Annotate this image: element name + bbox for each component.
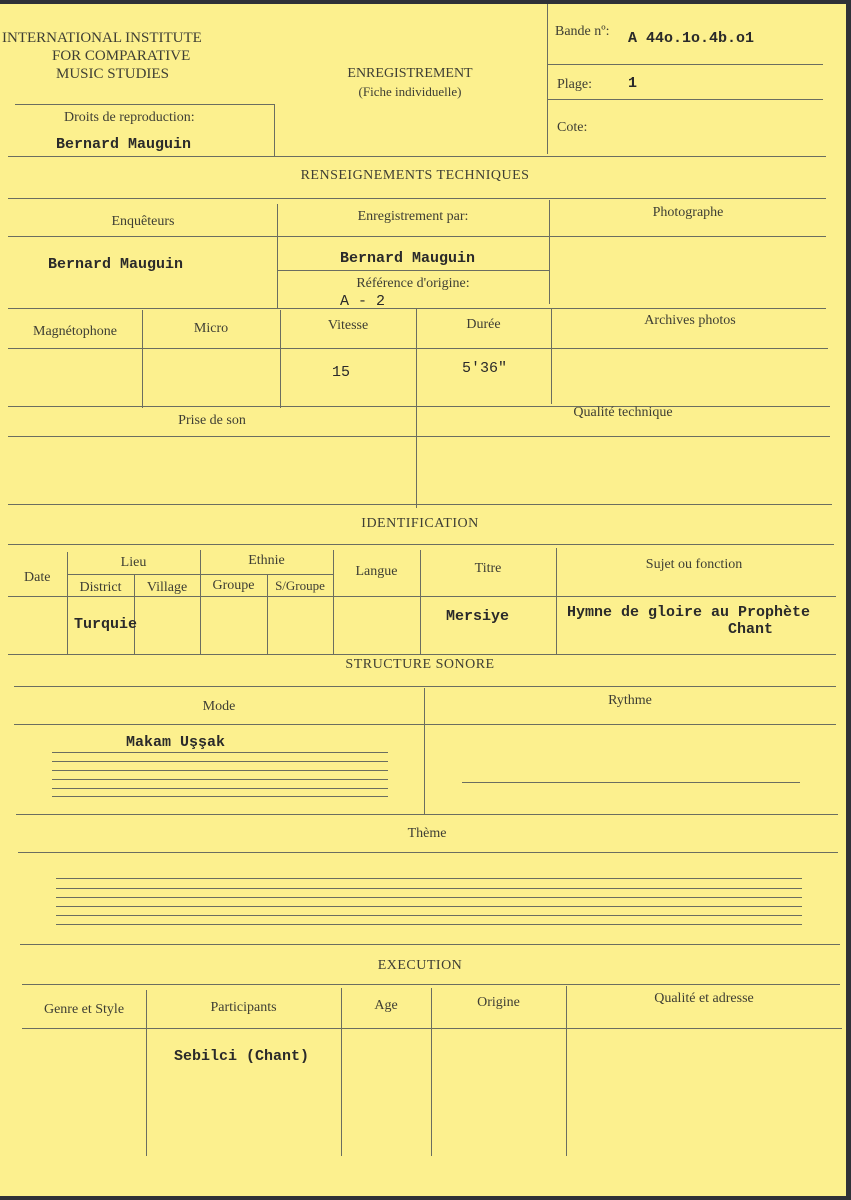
institute-line2: FOR COMPARATIVE (52, 48, 191, 64)
sujet-value-line1: Hymne de gloire au Prophète (567, 604, 811, 621)
reference-value: A - 2 (340, 293, 386, 310)
micro-label: Micro (193, 321, 229, 336)
institute-line3: MUSIC STUDIES (56, 66, 169, 82)
enregistrement-value: Bernard Mauguin (340, 250, 476, 267)
archives-label: Archives photos (644, 313, 736, 328)
village-label: Village (146, 580, 188, 595)
duree-label: Durée (466, 317, 501, 332)
sgroupe-label: S/Groupe (275, 578, 325, 593)
sujet-value-line2: Chant (728, 621, 774, 638)
institute-line1: INTERNATIONAL INSTITUTE (2, 30, 202, 46)
titre-label: Titre (474, 561, 502, 576)
form-title: ENREGISTREMENT (347, 66, 473, 81)
langue-label: Langue (355, 564, 398, 579)
magnetophone-label: Magnétophone (33, 324, 117, 339)
mode-label: Mode (202, 699, 236, 714)
qualite-adresse-label: Qualité et adresse (654, 991, 754, 1006)
ethnie-label: Ethnie (248, 553, 285, 568)
age-label: Age (374, 998, 398, 1013)
participants-value: Sebilci (Chant) (174, 1048, 310, 1065)
photographe-label: Photographe (652, 205, 724, 220)
form-subtitle: (Fiche individuelle) (358, 84, 462, 99)
vitesse-label: Vitesse (327, 318, 369, 333)
origine-label: Origine (477, 995, 520, 1010)
groupe-label: Groupe (212, 578, 255, 593)
identification-heading: IDENTIFICATION (361, 516, 479, 531)
titre-value: Mersiye (446, 608, 510, 625)
rythme-label: Rythme (608, 693, 652, 708)
date-label: Date (24, 570, 51, 585)
vitesse-value: 15 (332, 364, 351, 381)
structure-heading: STRUCTURE SONORE (345, 657, 495, 672)
sujet-label: Sujet ou fonction (645, 557, 743, 572)
mode-value: Makam Uşşak (126, 734, 226, 751)
enregistrement-label: Enregistrement par: (357, 209, 469, 224)
bande-label: Bande nº: (555, 24, 610, 39)
theme-label: Thème (407, 826, 447, 841)
enqueteurs-label: Enquêteurs (111, 214, 175, 229)
bande-value: A 44o.1o.4b.o1 (628, 30, 755, 47)
index-card (0, 4, 846, 1196)
duree-value: 5'36" (462, 360, 508, 377)
execution-heading: EXECUTION (377, 958, 463, 973)
enqueteurs-value: Bernard Mauguin (48, 256, 184, 273)
district-label: District (79, 580, 122, 595)
participants-label: Participants (210, 1000, 277, 1015)
reference-label: Référence d'origine: (356, 276, 470, 291)
plage-label: Plage: (557, 77, 592, 92)
prise-label: Prise de son (178, 413, 246, 428)
droits-label: Droits de reproduction: (64, 110, 195, 125)
rythme-line (462, 782, 800, 783)
cote-label: Cote: (557, 120, 588, 135)
lieu-label: Lieu (120, 555, 147, 570)
lieu-value: Turquie (74, 616, 138, 633)
droits-value: Bernard Mauguin (56, 136, 192, 153)
qualite-technique-label: Qualité technique (573, 405, 673, 420)
technique-heading: RENSEIGNEMENTS TECHNIQUES (300, 168, 530, 183)
genre-label: Genre et Style (43, 1002, 125, 1017)
plage-value: 1 (628, 75, 638, 92)
